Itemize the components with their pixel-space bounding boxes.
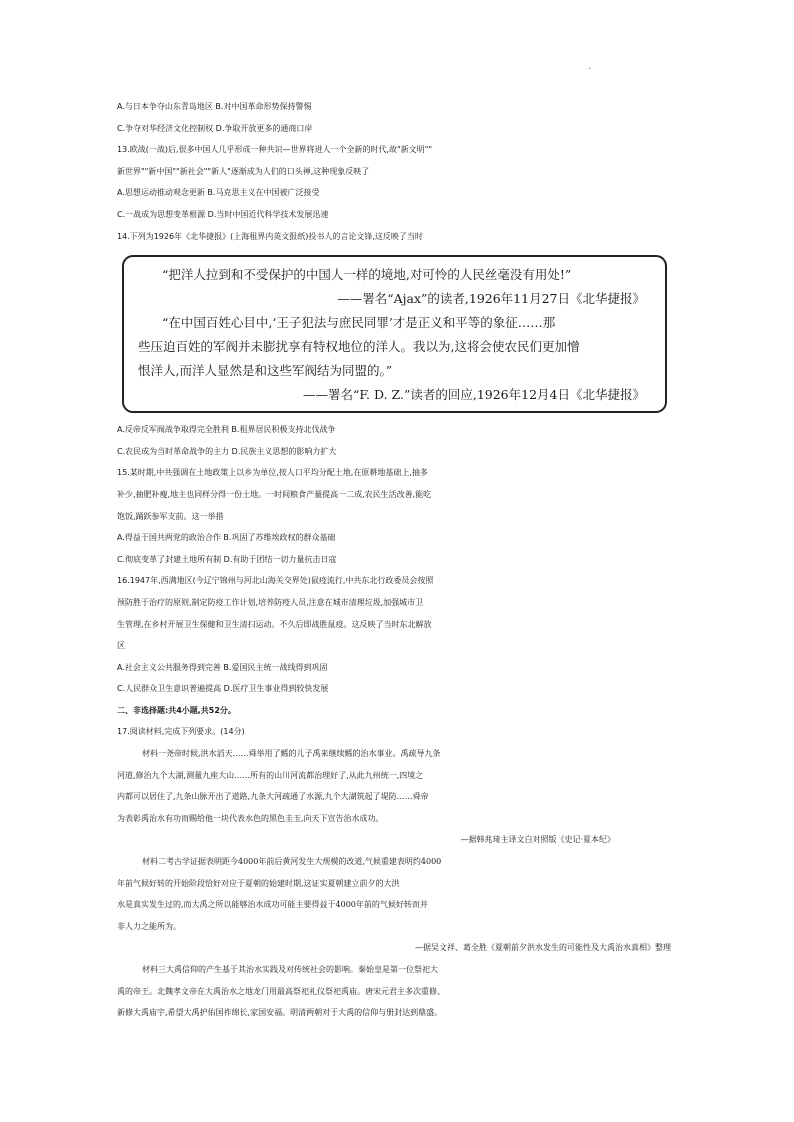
material-2-line-2: 年前气候好转的开始阶段恰好对应于夏朝的始建时期,这证实夏朝建立前夕的大洪 — [117, 878, 400, 888]
q14-quote-box — [122, 255, 667, 413]
q14-option-ab: A.反帝反军阀战争取得完全胜利 B.租界居民积极支持北伐战争 — [117, 425, 336, 435]
material-2-line-4: 非人力之能所为。 — [117, 921, 181, 931]
q15-stem-3: 饱饭,踊跃参军支前。这一举措 — [117, 511, 224, 521]
q16-stem-4: 区 — [117, 641, 125, 651]
q13-stem-2: 新世界""新中国""新社会""新人"逐渐成为人们的口头禅,这种现象反映了 — [117, 166, 370, 176]
q12-option-cd: C.争夺对华经济文化控制权 D.争取开放更多的通商口岸 — [117, 123, 313, 133]
quote-2-source: ——署名“F. D. Z.”读者的回应,1926年12月4日《北华捷报》 — [302, 387, 645, 403]
q16-option-ab: A.社会主义公共服务得到完善 B.爱国民主统一战线得到巩固 — [117, 662, 328, 672]
q14-option-cd: C.农民成为当时革命战争的主力 D.民族主义思想的影响力扩大 — [117, 446, 337, 456]
q16-option-cd: C.人民群众卫生意识普遍提高 D.医疗卫生事业得到较快发展 — [117, 684, 329, 694]
material-1-line-2: 河道,修治九个大湖,测量九座大山……所有的山川河流都治理好了,从此九州统一,四境之 — [117, 770, 424, 780]
quote-2-line-1: “在中国百姓心目中,‘王子犯法与庶民同罪’才是正义和平等的象征……那 — [162, 315, 556, 331]
q13-option-cd: C.一战成为思想变革根源 D.当时中国近代科学技术发展迅速 — [117, 209, 329, 219]
q16-stem-3: 生管理,在乡村开展卫生保健和卫生清扫运动。不久后即战胜鼠疫。这反映了当时东北解放 — [117, 619, 432, 629]
q15-option-ab: A.得益于国共两党的政治合作 B.巩固了苏维埃政权的群众基础 — [117, 533, 336, 543]
q13-option-ab: A.思想运动推动观念更新 B.马克思主义在中国被广泛接受 — [117, 188, 320, 198]
material-2-line-3: 水是真实发生过的,而大禹之所以能够治水成功可能主要得益于4000年前的气候好转而并 — [117, 900, 428, 910]
material-3-line-2: 禹的帝王。北魏孝文帝在大禹治水之地龙门用最高祭祀礼仪祭祀禹庙。唐宋元君主多次重修、 — [117, 986, 445, 996]
material-2-line-1: 材料二考古学证据表明距今4000年前后黄河发生大规模的改道,气候重建表明约4000 — [142, 857, 442, 867]
material-2-source: —据吴文祥、葛全胜《夏朝前夕洪水发生的可能性及大禹治水真相》整理 — [415, 943, 671, 953]
quote-2-line-2: 些压迫百姓的军阀并未膨扰享有特权地位的洋人。我以为,这将会使农民们更加憎 — [138, 339, 580, 355]
q16-stem-2: 预防胜于治疗的原则,制定防疫工作计划,培养防疫人员,注意在城市清理垃圾,加强城市卫 — [117, 597, 424, 607]
material-1-line-3: 内都可以居住了,九条山脉开出了道路,九条大河疏通了水源,九个大湖筑起了堤防……舜帝 — [117, 792, 429, 802]
q16-stem-1: 16.1947年,西满地区(今辽宁锦州与河北山海关交界处)鼠疫流行,中共东北行政委员会按照 — [117, 576, 434, 586]
page-content — [117, 96, 679, 1024]
material-1-line-4: 为表彰禹治水有功而赐给他一块代表水色的黑色圭玉,向天下宣告治水成功。 — [117, 813, 384, 823]
q14-stem: 14.下列为1926年《北华捷报》(上海租界内英文报纸)投书人的言论文锋,这反映了当时 — [117, 231, 423, 241]
q13-stem-1: 13.欧战(一战)后,很多中国人几乎形成一种共识—世界将进人一个全新的时代,故"新文明"" — [117, 145, 433, 155]
material-1-line-1: 材料一尧帝时候,洪水滔天……舜举用了鲧的儿子禹来继续鲧的治水事业。禹疏导九条 — [142, 749, 441, 759]
material-3-line-1: 材料三大禹信仰的产生基于其治水实践及对传统社会的影响。秦始皇是第一位祭祀大 — [142, 965, 438, 974]
material-1-source: —据韩兆琦主译文白对照版《史记·夏本纪》 — [460, 835, 615, 845]
material-3-line-3: 新修大禹庙宇,希望大禹护佑国祚绵长,家国安福。明清两朝对于大禹的信仰与册封达到鼎盛。 — [117, 1008, 443, 1018]
q15-stem-1: 15.某时期,中共强调在土地政策上以乡为单位,按人口平均分配土地,在原耕地基础上,抽多 — [117, 468, 428, 478]
q15-option-cd: C.彻底变革了封建土地所有制 D.有助于团结一切力量抗击日寇 — [117, 554, 337, 564]
quote-1: “把洋人拉到和不受保护的中国人一样的境地,对可怜的人民丝毫没有用处!” — [162, 267, 572, 283]
q15-stem-2: 补少,抽肥补瘦,地主也同样分得一份土地。一时间粮食产量提高一二成,农民生活改善,能吃 — [117, 489, 432, 499]
section-title: 二、非选择题:共4小题,共52分。 — [117, 705, 236, 715]
q17-title: 17.阅读材料,完成下列要求。(14分) — [117, 727, 245, 737]
quote-2-line-3: 恨洋人,而洋人显然是和这些军阀结为同盟的。” — [138, 363, 393, 379]
corner-dot: · — [588, 64, 592, 75]
q12-option-ab: A.与日本争夺山东青岛地区 B.对中国革命形势保持警惕 — [117, 102, 312, 111]
quote-1-source: ——署名“Ajax”的读者,1926年11月27日《北华捷报》 — [337, 291, 645, 307]
